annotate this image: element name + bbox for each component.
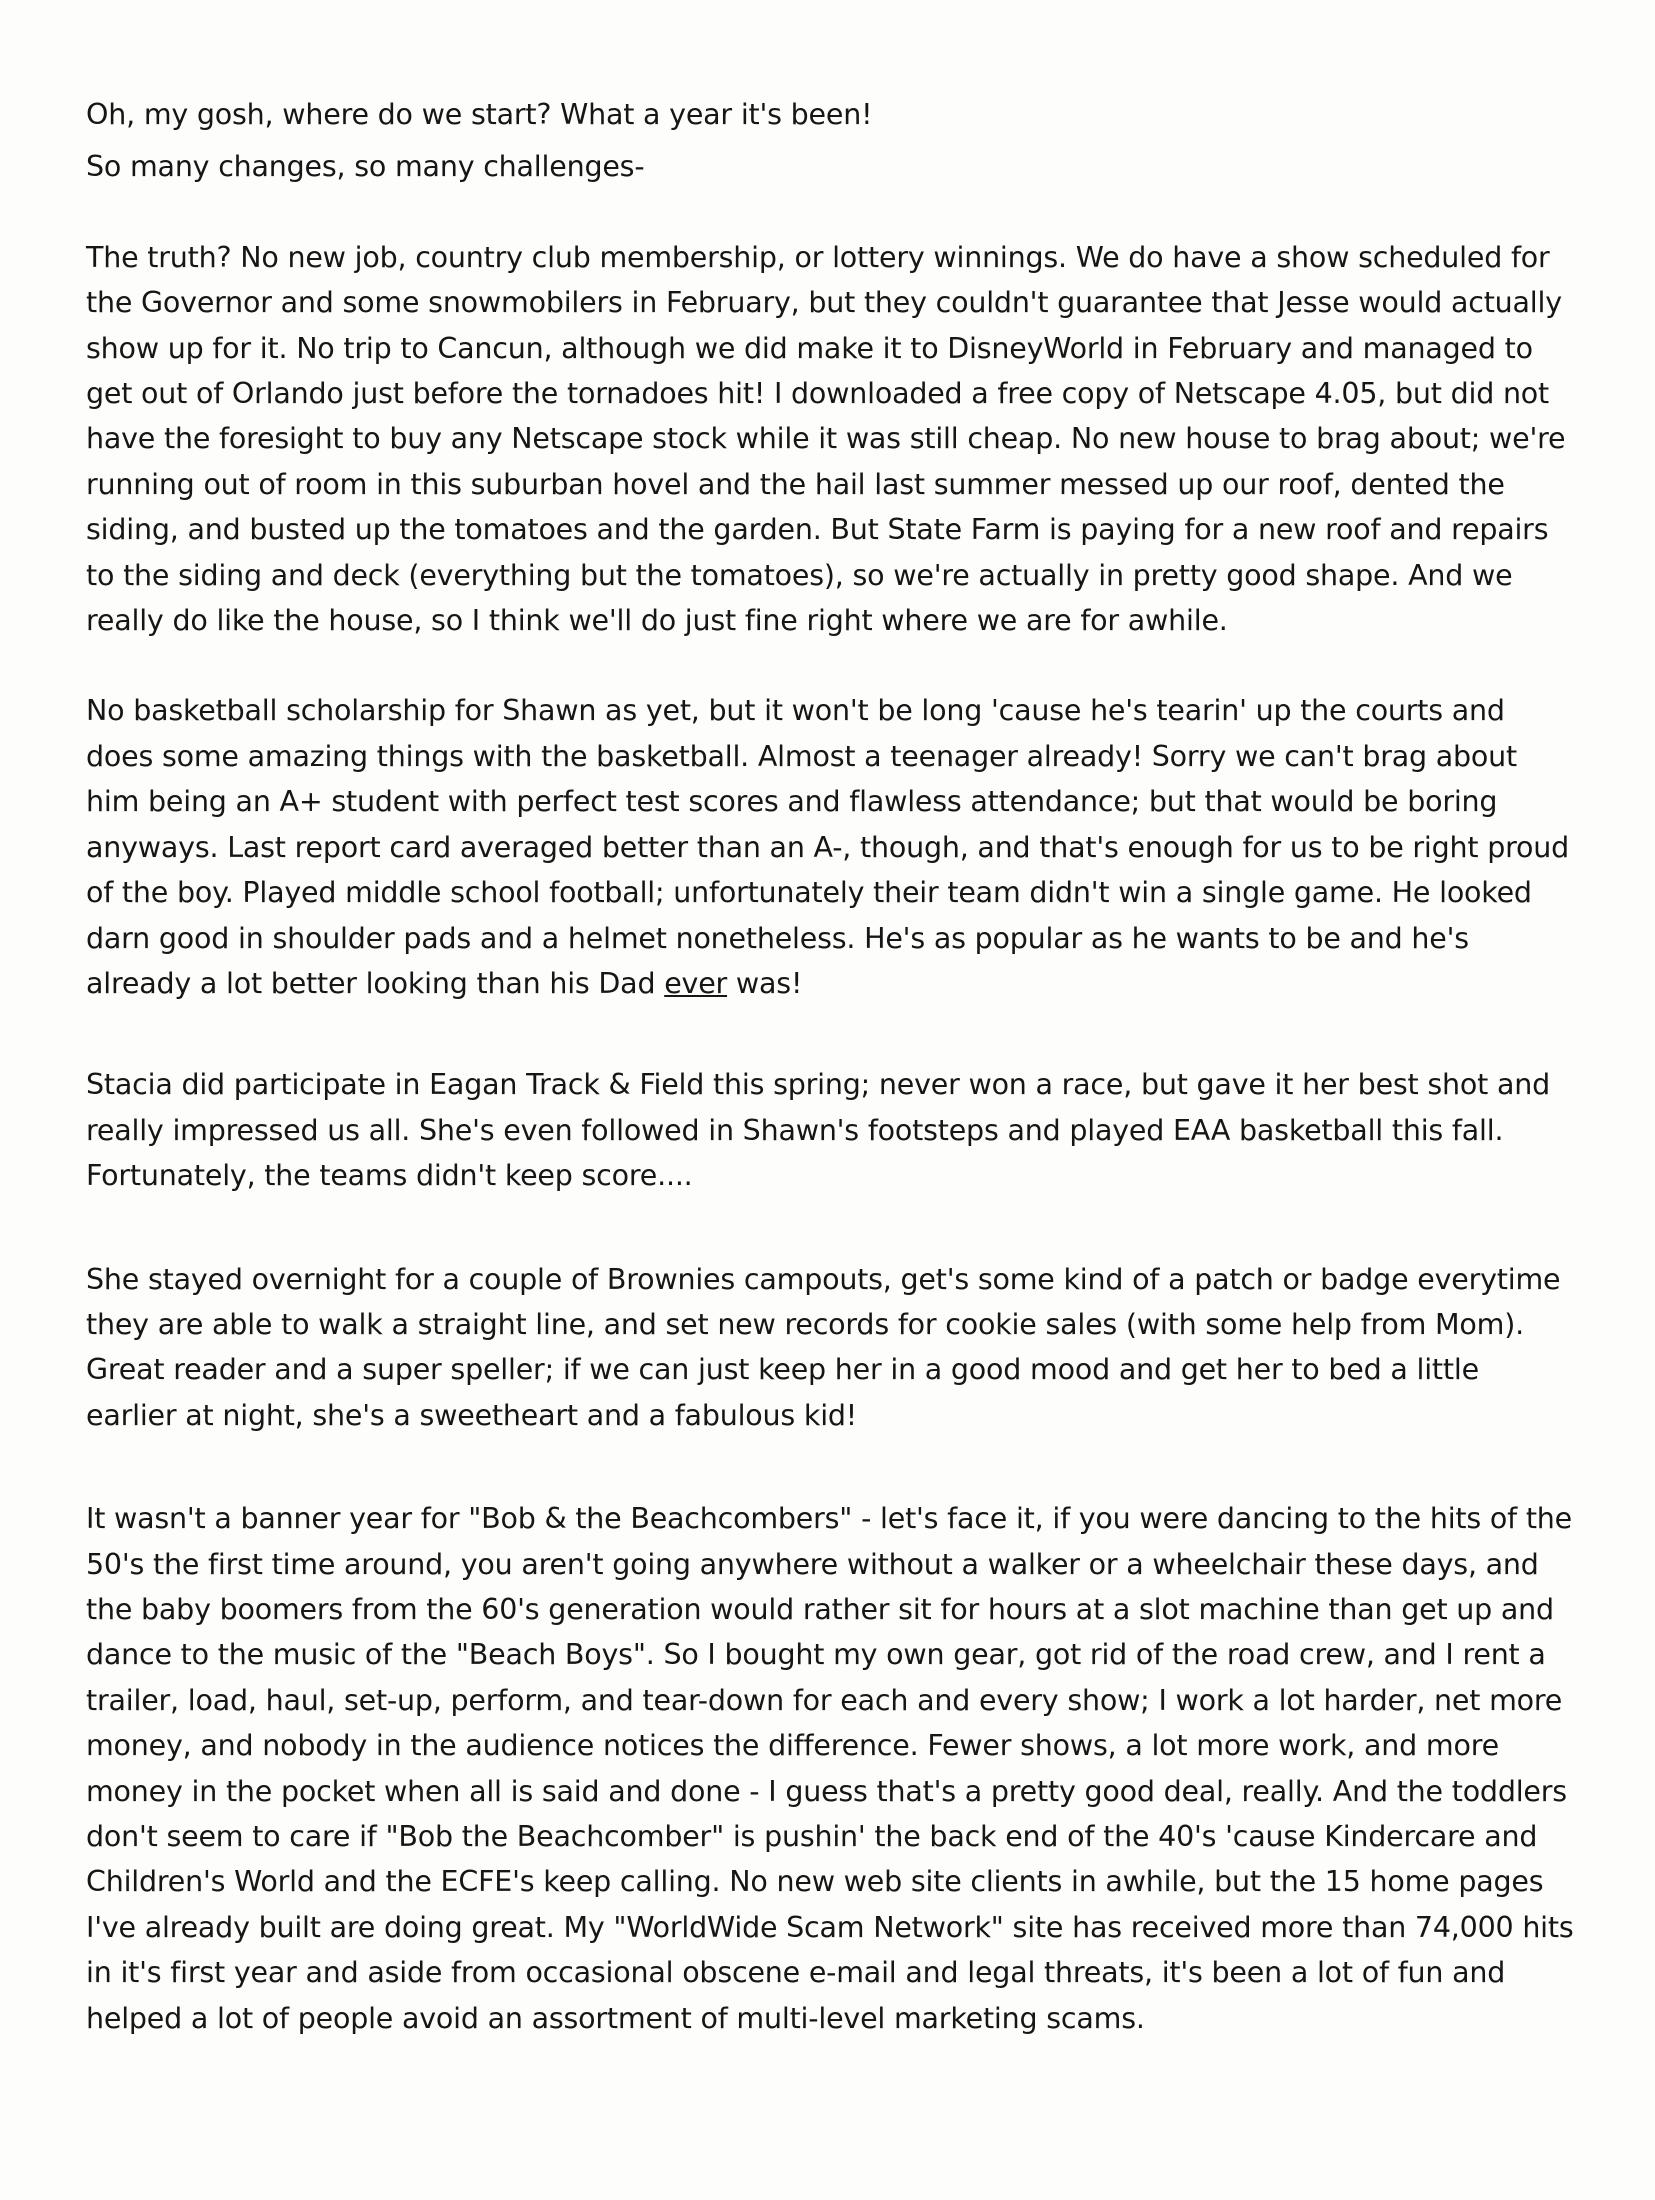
stacia-sports-paragraph: Stacia did participate in Eagan Track & Field this spring; never won a race, but gave it her best shot and really impressed us all. She's even followed in Shawn's footsteps and played EAA basketball this fall. Fortunately, the teams didn't keep score.... bbox=[86, 1068, 1550, 1193]
band-paragraph: It wasn't a banner year for "Bob & the Beachcombers" - let's face it, if you were dancing to the hits of the 50's the first time around, you aren't going anywhere without a walker or a wheelchair these days, and the baby boomers from the 60's generation would rather sit for hours at a slot machine than get up and dance to the music of the "Beach Boys". So I bought my own gear, got rid of the road crew, and I rent a trailer, load, haul, set-up, perform, and tear-down for each and every show; I work a lot harder, net more money, and nobody in the audience notices the difference. Fewer shows, a lot more work, and more money in the pocket when all is said and done - I guess that's a pretty good deal, really. And the toddlers don't seem to care if "Bob the Beachcomber" is pushin' the back end of the 40's 'cause Kindercare and Children's World and the ECFE's keep calling. No new web site clients in awhile, but the 15 home pages I've already built are doing great. My "WorldWide Scam Network" site has received more than 74,000 hits in it's first year and aside from occasional obscene e-mail and legal threats, it's been a lot of fun and helped a lot of people avoid an assortment of multi-level marketing scams. bbox=[86, 1502, 1574, 2035]
shawn-paragraph bbox=[86, 688, 1576, 1006]
stacia-brownies-paragraph: She stayed overnight for a couple of Brownies campouts, get's some kind of a patch or badge everytime they are able to walk a straight line, and set new records for cookie sales (with some help from Mom). Great reader and a super speller; if we can just keep her in a good mood and get her to bed a little earlier at night, she's a sweetheart and a fabulous kid! bbox=[86, 1262, 1561, 1432]
truth-paragraph: The truth? No new job, country club membership, or lottery winnings. We do have a show scheduled for the Governor and some snowmobilers in February, but they couldn't guarantee that Jesse would actually show up for it. No trip to Cancun, although we did make it to DisneyWorld in February and managed to get out of Orlando just before the tornadoes hit! I downloaded a free copy of Netscape 4.05, but did not have the foresight to buy any Netscape stock while it was still cheap. No new house to brag about; we're running out of room in this suburban hovel and the hail last summer messed up our roof, dented the siding, and busted up the tomatoes and the garden. But State Farm is paying for a new roof and repairs to the siding and deck (everything but the tomatoes), so we're actually in pretty good shape. And we really do like the house, so I think we'll do just fine right where we are for awhile. bbox=[86, 240, 1566, 638]
changes-line: So many changes, so many challenges- bbox=[86, 150, 645, 184]
shawn-emphasis-ever: ever bbox=[664, 966, 728, 1000]
shawn-text-before: No basketball scholarship for Shawn as yet, but it won't be long 'cause he's tearin' up the courts and does some amazing things with the basketball. Almost a teenager already! Sorry we can't brag about him being an A+ student with perfect test scores and flawless attendance; but that would be boring anyways. Last report card averaged better than an A-, though, and that's enough for us to be right proud of the boy. Played middle school football; unfortunately their team didn't win a single game. He looked darn good in shoulder pads and a helmet nonetheless. He's as popular as he wants to be and he's already a lot better looking than his Dad bbox=[86, 694, 1570, 1000]
shawn-text-after: was! bbox=[727, 966, 803, 1000]
opening-line: Oh, my gosh, where do we start? What a year it's been! bbox=[86, 98, 873, 131]
letter-body bbox=[86, 92, 1576, 2041]
